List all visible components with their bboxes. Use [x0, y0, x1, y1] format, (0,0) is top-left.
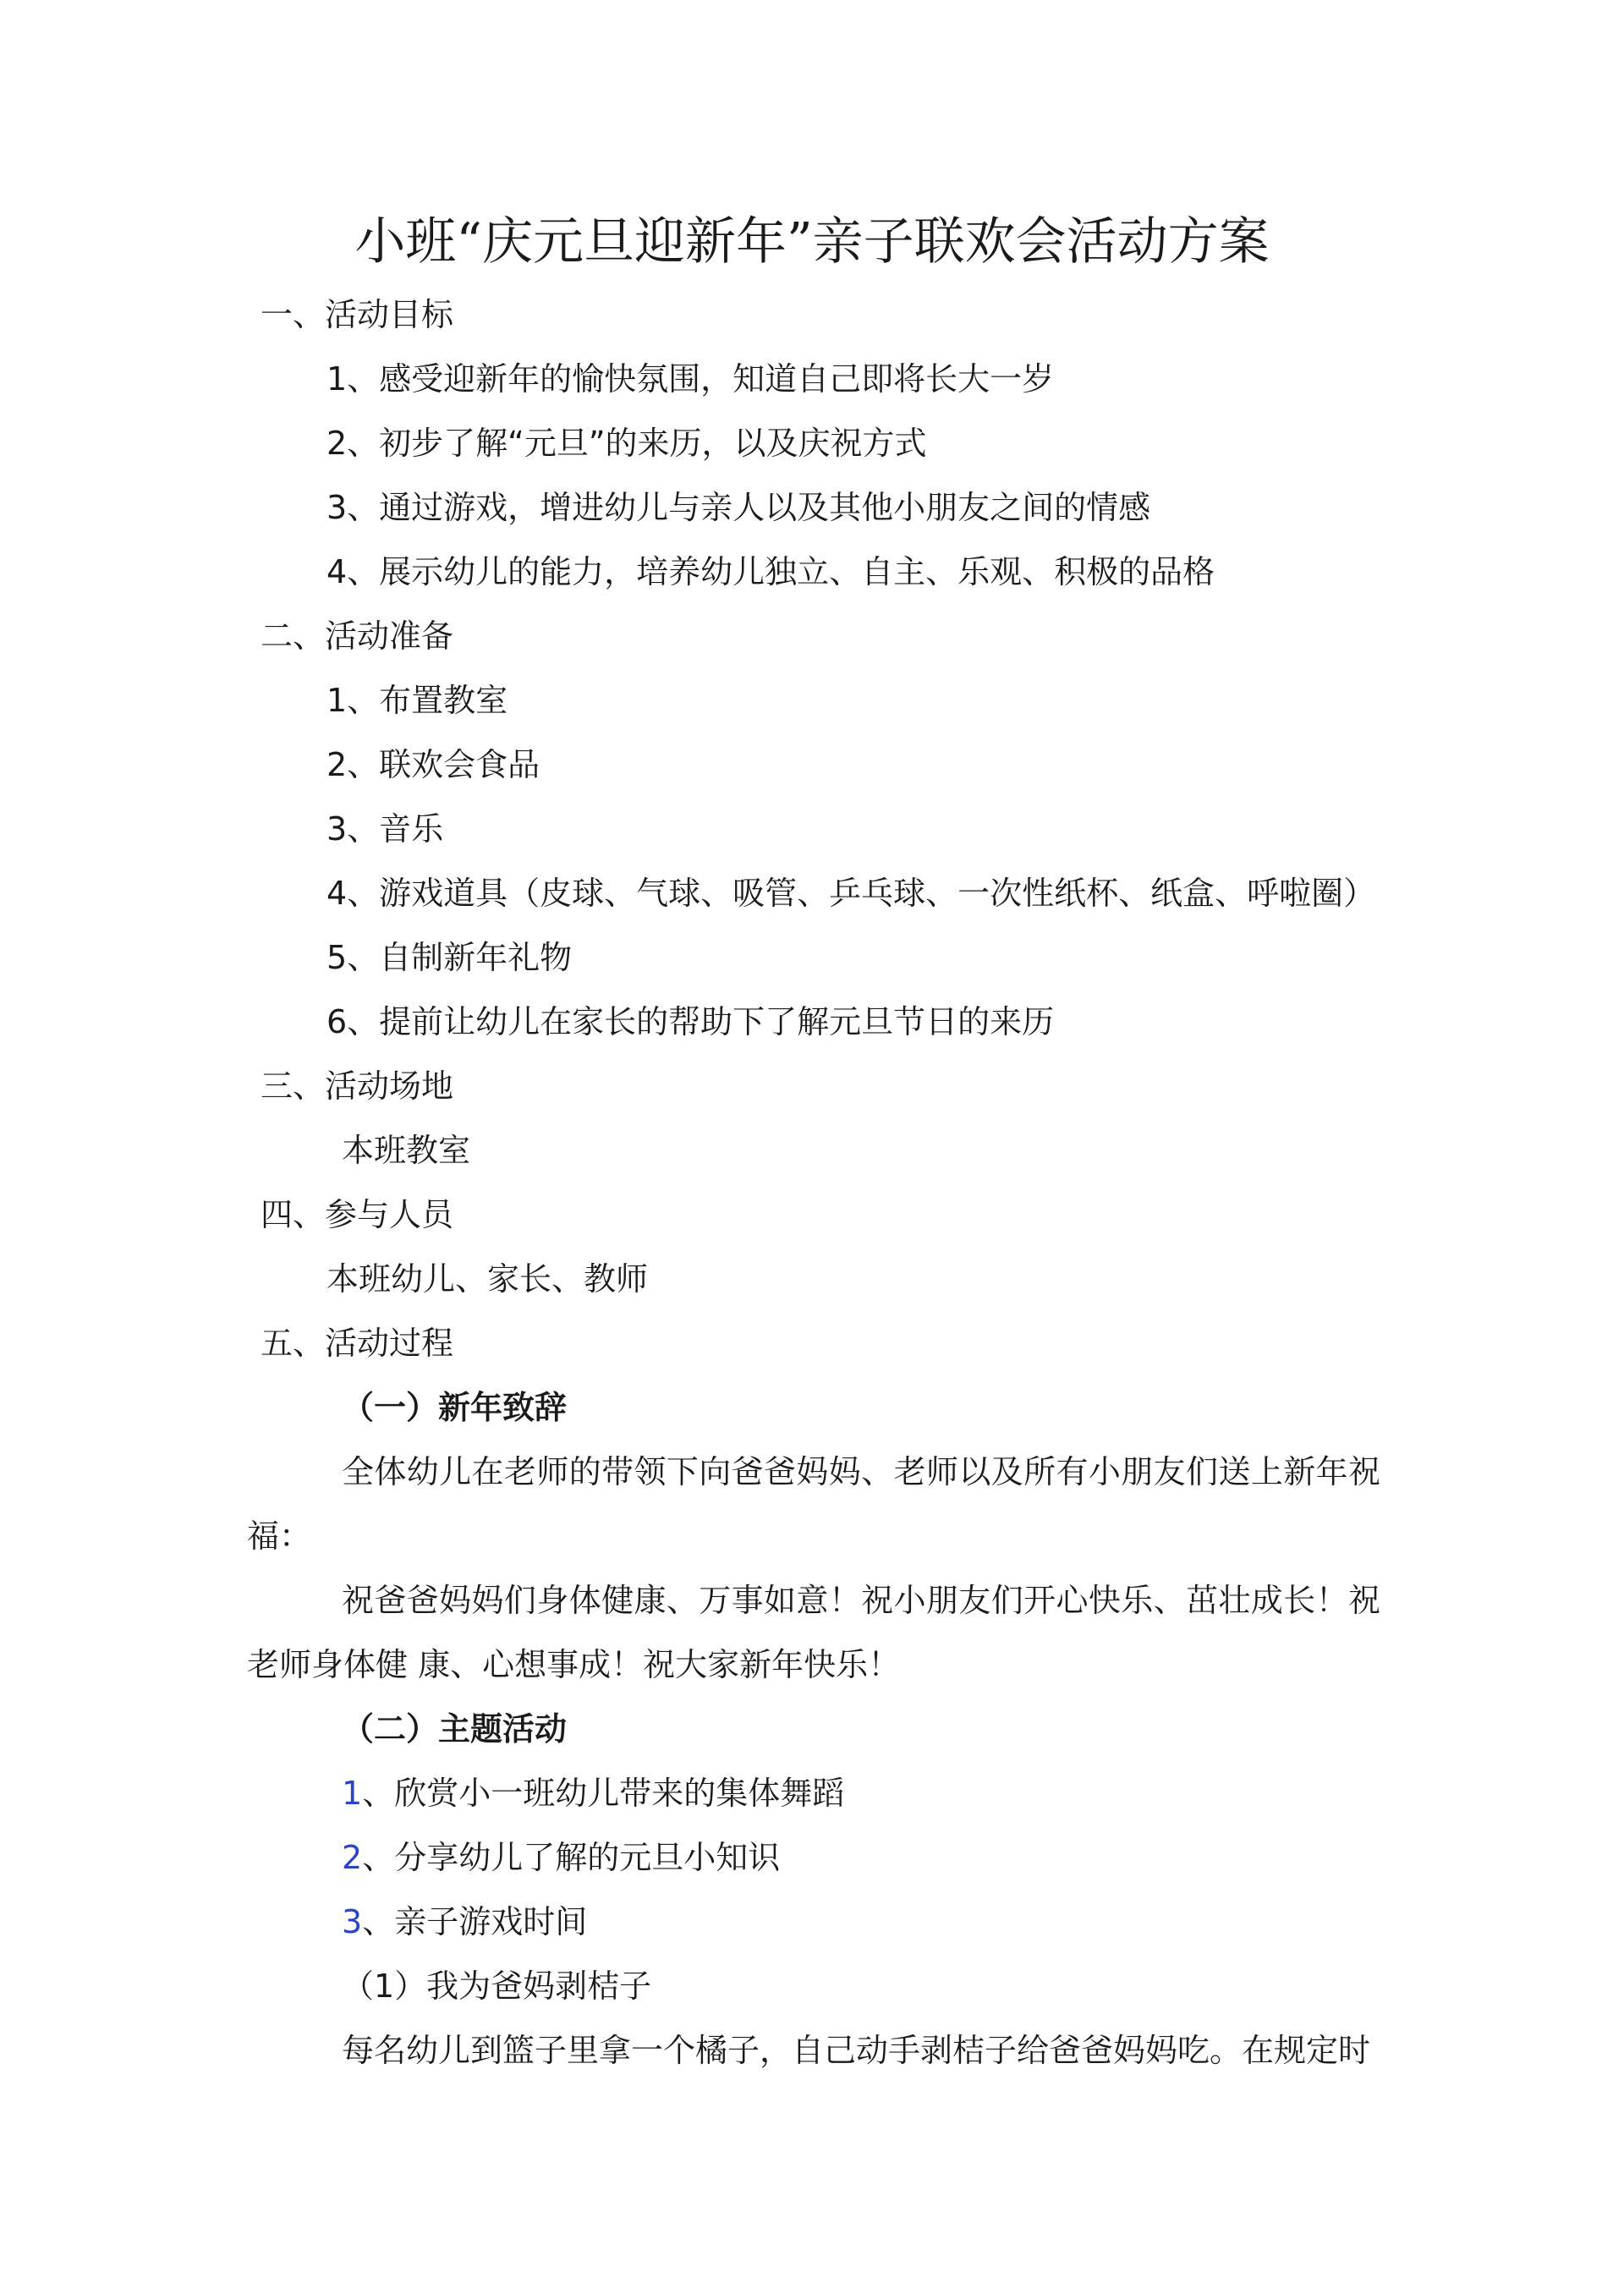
section-heading-venue: 三、活动场地	[261, 1067, 454, 1105]
section-heading-process: 五、活动过程	[261, 1325, 454, 1362]
list-number: 2	[342, 1839, 363, 1876]
activity-item-text: 、分享幼儿了解的元旦小知识	[362, 1839, 781, 1876]
subheading-theme-activity: （二）主题活动	[342, 1710, 568, 1748]
list-number: 3	[342, 1903, 363, 1940]
activity-item-1	[342, 1771, 844, 1815]
activity-item-text: 、欣赏小一班幼儿带来的集体舞蹈	[362, 1775, 845, 1812]
preparation-item-5: 5、自制新年礼物	[326, 939, 573, 976]
section-heading-goals: 一、活动目标	[261, 296, 454, 333]
list-number: 1	[342, 1775, 363, 1812]
venue-text: 本班教室	[342, 1132, 471, 1169]
goal-item-2: 2、初步了解“元旦”的来历，以及庆祝方式	[326, 425, 927, 462]
section-heading-participants: 四、参与人员	[261, 1196, 454, 1233]
paragraph-blessing-intro: 全体幼儿在老师的带领下向爸爸妈妈、老师以及所有小朋友们送上新年祝福：	[247, 1453, 1380, 1555]
goal-item-4: 4、展示幼儿的能力，培养幼儿独立、自主、乐观、积极的品格	[326, 553, 1215, 590]
preparation-item-4: 4、游戏道具（皮球、气球、吸管、乒乓球、一次性纸杯、纸盒、呼啦圈）	[326, 875, 1376, 912]
activity-item-text: 、亲子游戏时间	[362, 1903, 588, 1940]
document-title: 小班“庆元旦迎新年”亲子联欢会活动方案	[354, 212, 1270, 272]
paragraph-blessing-text: 祝爸爸妈妈们身体健康、万事如意！祝小朋友们开心快乐、茁壮成长！祝老师身体健 康、心想事成！祝大家新年快乐！	[247, 1582, 1380, 1683]
subheading-new-year-speech: （一）新年致辞	[342, 1389, 568, 1426]
goal-item-1: 1、感受迎新年的愉快氛围，知道自己即将长大一岁	[326, 360, 1055, 398]
preparation-item-1: 1、布置教室	[326, 682, 508, 719]
activity-item-3	[342, 1900, 587, 1944]
preparation-item-3: 3、音乐	[326, 810, 444, 848]
participants-text: 本班幼儿、家长、教师	[326, 1260, 649, 1298]
section-heading-preparation: 二、活动准备	[261, 617, 454, 655]
game-description: 每名幼儿到篮子里拿一个橘子，自己动手剥桔子给爸爸妈妈吃。在规定时	[342, 2032, 1371, 2069]
activity-item-2	[342, 1836, 780, 1880]
goal-item-3: 3、通过游戏，增进幼儿与亲人以及其他小朋友之间的情感	[326, 489, 1151, 526]
game-heading-peel-orange: （1）我为爸妈剥桔子	[342, 1967, 652, 2005]
preparation-item-2: 2、联欢会食品	[326, 746, 540, 783]
preparation-item-6: 6、提前让幼儿在家长的帮助下了解元旦节日的来历	[326, 1003, 1055, 1040]
